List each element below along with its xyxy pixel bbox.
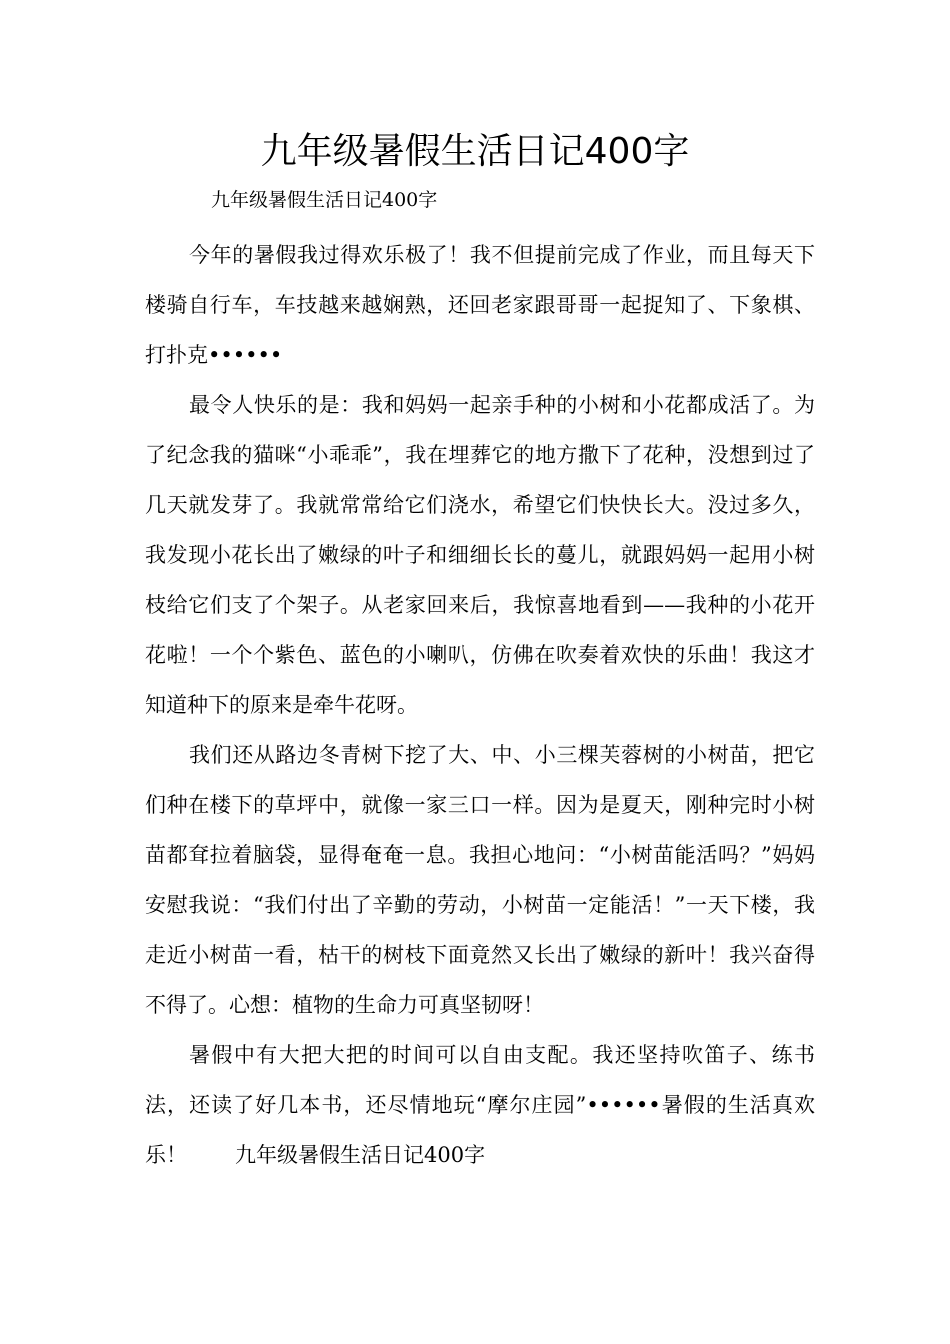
paragraph-2: 最令人快乐的是：我和妈妈一起亲手种的小树和小花都成活了。为了纪念我的猫咪“小乖乖”，我在埋葬它的地方撒下了花种，没想到过了几天就发芽了。我就常常给它们浇水，希望它们快快长大。没过多久，我发现小花长出了嫩绿的叶子和细细长长的蔓儿，就跟妈妈一起用小树枝给它们支了个架子。从老家回来后，我惊喜地看到——我种的小花开花啦！一个个紫色、蓝色的小喇叭，仿佛在吹奏着欢快的乐曲！我这才知道种下的原来是牵牛花呀。 (145, 393, 815, 717)
trailing-title: 九年级暑假生活日记400字 (235, 1143, 486, 1167)
paragraph-4 (145, 1030, 815, 1180)
page-title: 九年级暑假生活日记400字 (260, 131, 690, 172)
document-subtitle: 九年级暑假生活日记400字 (211, 189, 438, 211)
paragraph-3: 我们还从路边冬青树下挖了大、中、小三棵芙蓉树的小树苗，把它们种在楼下的草坪中，就像一家三口一样。因为是夏天，刚种完时小树苗都耷拉着脑袋，显得奄奄一息。我担心地问：“小树苗能活吗？”妈妈安慰我说：“我们付出了辛勤的劳动，小树苗一定能活！”一天下楼，我走近小树苗一看，枯干的树枝下面竟然又长出了嫩绿的新叶！我兴奋得不得了。心想：植物的生命力可真坚韧呀！ (145, 743, 815, 1017)
paragraph-4-text: 暑假中有大把大把的时间可以自由支配。我还坚持吹笛子、练书法，还读了好几本书，还尽情地玩“摩尔庄园”••••••暑假的生活真欢乐！ (145, 1043, 815, 1167)
paragraph-1: 今年的暑假我过得欢乐极了！我不但提前完成了作业，而且每天下楼骑自行车，车技越来越娴熟，还回老家跟哥哥一起捉知了、下象棋、打扑克•••••• (145, 243, 815, 367)
article-body (145, 230, 815, 1180)
